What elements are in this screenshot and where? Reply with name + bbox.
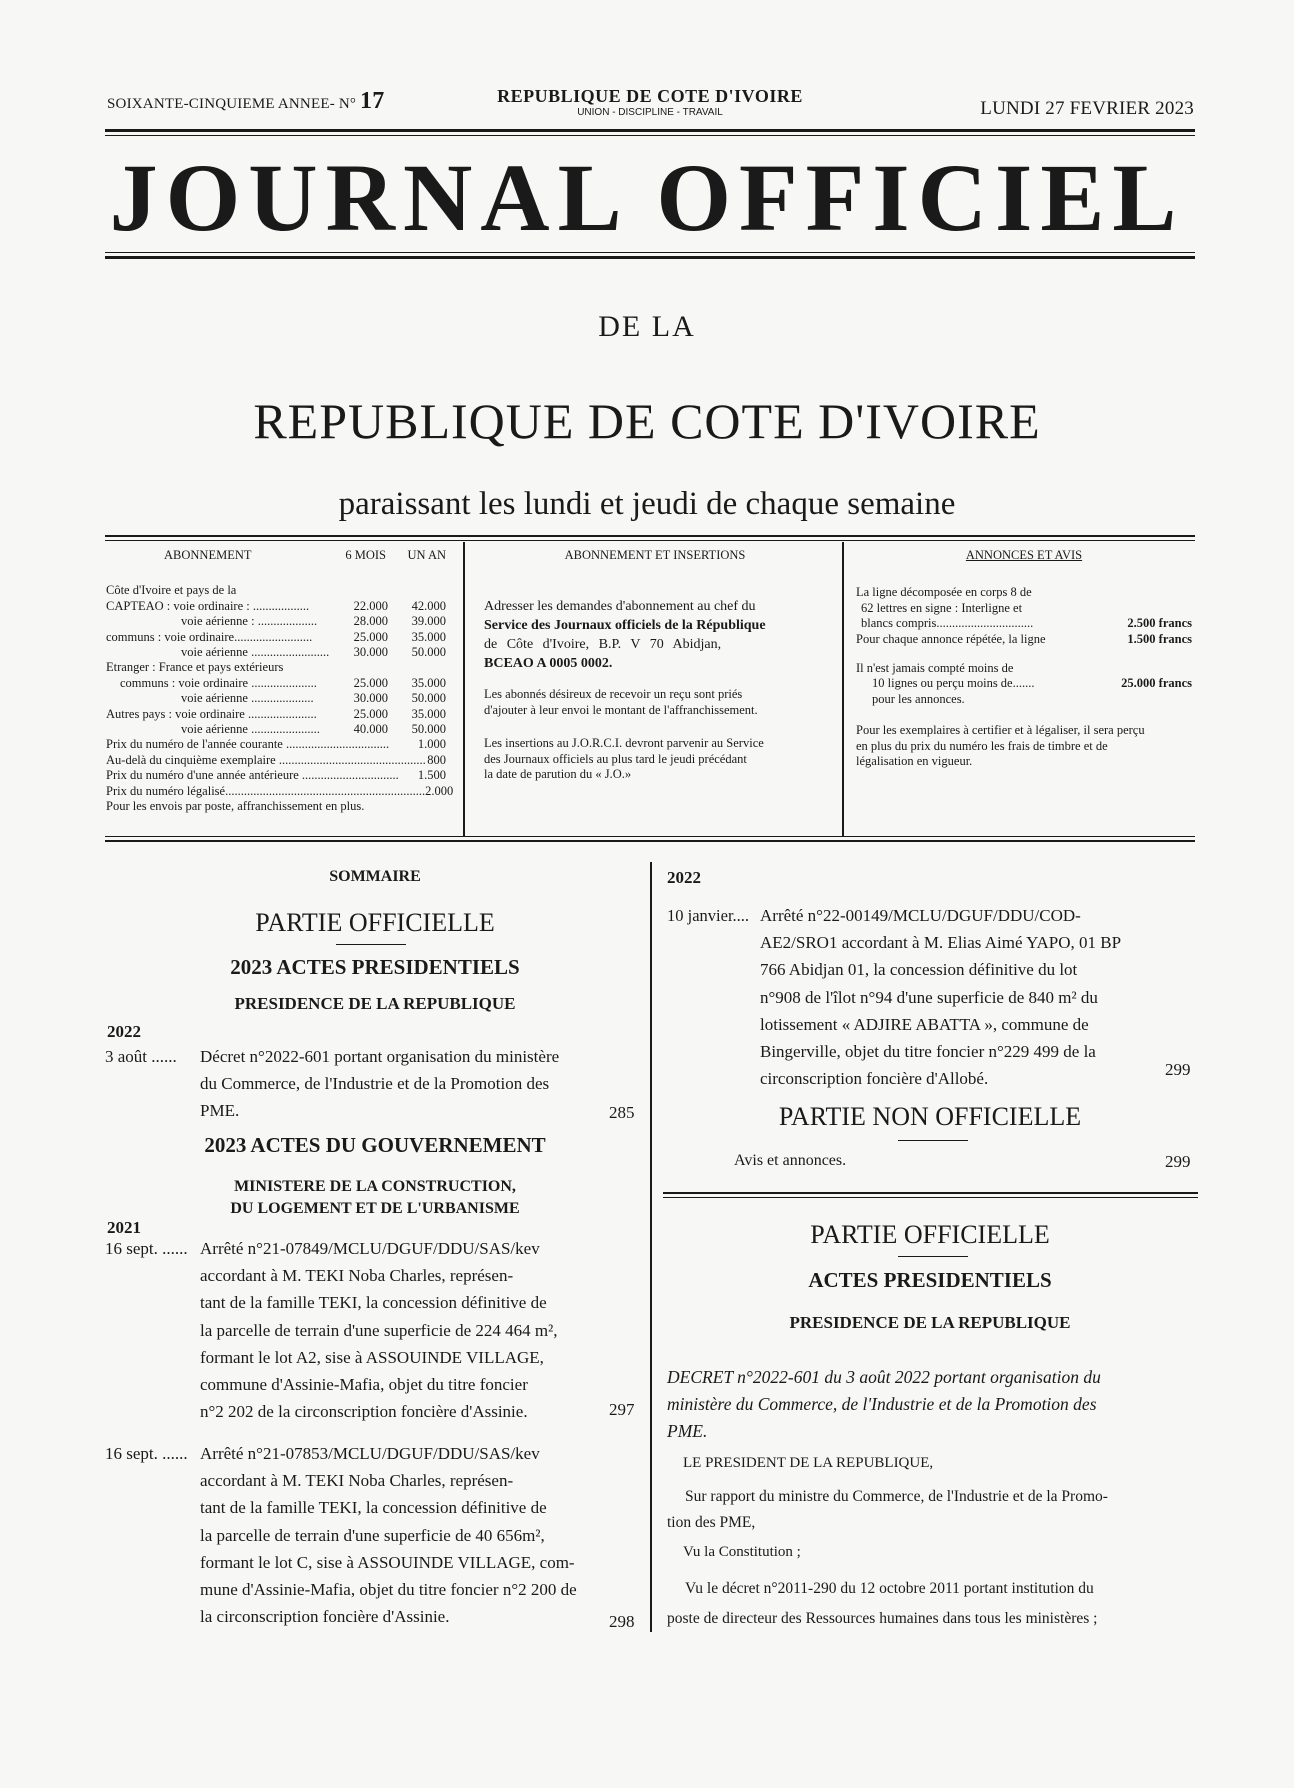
abonnement-row-label: communs : voie ordinaire .....................: [120, 675, 317, 690]
avis-annonces: Avis et annonces.: [734, 1152, 847, 1169]
year-2022: 2022: [107, 1022, 141, 1041]
abonnement-row: [106, 645, 446, 660]
abonnement-row-label: voie aérienne : ...................: [181, 614, 318, 629]
insertions-p3-line: des Journaux officiels au plus tard le jeudi précédant: [484, 751, 747, 766]
abonnement-an-value: 50.000: [411, 645, 446, 660]
abonnement-row-label: voie aérienne ....................: [181, 691, 314, 706]
abonnement-an-value: 35.000: [411, 629, 446, 644]
year-2022-right: 2022: [667, 868, 701, 887]
decret-title-line: DECRET n°2022-601 du 3 août 2022 portant organisation du: [667, 1367, 1101, 1387]
abonnement-column: [106, 548, 454, 830]
parution-note: paraissant les lundi et jeudi de chaque semaine: [338, 486, 956, 522]
entry-line: mune d'Assinie-Mafia, objet du titre foncier n°2 200 de: [200, 1580, 577, 1600]
decret-title-line: PME.: [667, 1421, 708, 1442]
annonces-line: Pour les exemplaires à certifier et à légaliser, il sera perçu: [856, 723, 1145, 738]
insertions-p1-service: Service des Journaux officiels de la République: [484, 618, 766, 634]
abonnement-6mois-value: 30.000: [353, 691, 388, 706]
abonnement-6mois-value: 25.000: [353, 706, 388, 721]
annonces-rate: 1.500 francs: [1127, 631, 1192, 646]
body-line: tion des PME,: [667, 1514, 756, 1531]
entry-line: 766 Abidjan 01, la concession définitive du lot: [760, 960, 1078, 980]
decret-title: [667, 1364, 1197, 1446]
entry-line: accordant à M. TEKI Noba Charles, représen-: [200, 1471, 514, 1491]
decret-title-line: ministère du Commerce, de l'Industrie et de la Promotion des: [667, 1394, 1097, 1415]
abonnement-an-value: 1.000: [417, 737, 446, 752]
abonnement-6mois-value: [389, 737, 415, 752]
year-issue-label: SOIXANTE-CINQUIEME ANNEE- N°: [107, 96, 357, 112]
abonnement-row-label: Prix du numéro légalisé................................................................: [106, 783, 426, 798]
abonnement-an-value: 50.000: [411, 691, 446, 706]
abonnement-6mois-value: [399, 768, 418, 783]
body-partie-officielle: PARTIE OFFICIELLE: [810, 1220, 1050, 1249]
entry-date: 16 sept. ......: [105, 1444, 188, 1463]
page-number: 299: [1165, 1152, 1191, 1171]
entry-line: lotissement « ADJIRE ABATTA », commune de: [760, 1014, 1089, 1034]
insertions-paragraph-2: [484, 687, 826, 718]
annonces-column: [856, 548, 1192, 830]
box-top-rule: [105, 535, 1195, 537]
issue-date: LUNDI 27 FEVRIER 2023: [980, 98, 1194, 119]
le-president: LE PRESIDENT DE LA REPUBLIQUE,: [683, 1455, 934, 1471]
body-actes-presidentiels: ACTES PRESIDENTIELS: [808, 1268, 1052, 1292]
section-rule-thin: [663, 1197, 1198, 1198]
section-rule: [663, 1192, 1198, 1194]
abonnement-row: [106, 691, 446, 706]
insertions-p3-line: la date de parution du « J.O.»: [484, 767, 632, 782]
entry-line: Décret n°2022-601 portant organisation du ministère: [200, 1047, 560, 1066]
abonnement-row: [106, 630, 446, 645]
abonnement-row-label: communs : voie ordinaire.........................: [106, 629, 313, 644]
sur-rapport: [667, 1484, 1197, 1536]
abonnement-row-label: Etranger : France et pays extérieurs: [106, 660, 284, 675]
abonnement-header: [106, 548, 446, 563]
abonnement-row-label: Pour les envois par poste, affranchissement en plus.: [106, 799, 365, 814]
abonnement-row-label: CAPTEAO : voie ordinaire : ..................: [106, 598, 310, 613]
six-mois-heading: 6 MOIS: [345, 548, 386, 562]
republic-header: [480, 86, 820, 118]
abonnement-6mois-value: 28.000: [353, 614, 388, 629]
abonnement-an-value: 800: [427, 752, 446, 767]
abonnement-6mois-value: [338, 660, 388, 675]
insertions-p2-line: d'ajouter à leur envoi le montant de l'affranchissement.: [484, 702, 758, 717]
abonnement-6mois-value: [364, 799, 402, 814]
abonnement-row: [106, 614, 446, 629]
partie-non-officielle-heading: PARTIE NON OFFICIELLE: [778, 1102, 1082, 1131]
vu-constitution: Vu la Constitution ;: [683, 1544, 801, 1560]
body-line: poste de directeur des Ressources humaines dans tous les ministères ;: [667, 1610, 1098, 1627]
insertions-p1-address: de Côte d'Ivoire, B.P. V 70 Abidjan,: [484, 637, 722, 653]
abonnement-row-label: Prix du numéro d'une année antérieure ...............................: [106, 768, 399, 783]
top-rule-thin: [105, 135, 1195, 136]
un-an-heading: UN AN: [407, 548, 446, 562]
de-la: DE LA: [598, 310, 696, 343]
annonces-rate-row: [856, 676, 1192, 691]
heading-underline: [898, 1140, 968, 1141]
abonnement-row-label: voie aérienne .........................: [181, 645, 330, 660]
page-number: 298: [609, 1612, 635, 1631]
entry-line: Bingerville, objet du titre foncier n°229 499 de la: [760, 1042, 1096, 1062]
abonnement-row: [106, 722, 446, 737]
presidence-heading: PRESIDENCE DE LA REPUBLIQUE: [234, 994, 516, 1013]
abonnement-row-label: Côte d'Ivoire et pays de la: [106, 583, 237, 598]
abonnement-an-value: 2.000: [425, 783, 454, 798]
abonnement-row-label: Prix du numéro de l'année courante .................................: [106, 737, 390, 752]
abonnement-row: [106, 583, 446, 598]
abonnement-6mois-value: 22.000: [353, 598, 388, 613]
abonnement-an-value: [402, 799, 446, 814]
year-2021: 2021: [107, 1218, 141, 1237]
entry-line: AE2/SRO1 accordant à M. Elias Aimé YAPO, 01 BP: [760, 933, 1122, 953]
entry-date: 10 janvier....: [667, 906, 750, 925]
insertions-heading: ABONNEMENT ET INSERTIONS: [564, 548, 746, 562]
vu-decret: [667, 1574, 1197, 1634]
entry-line: Arrêté n°22-00149/MCLU/DGUF/DDU/COD-: [760, 906, 1081, 925]
entry-line: la parcelle de terrain d'une superficie de 224 464 m²,: [200, 1320, 558, 1340]
issue-info: [107, 88, 384, 115]
abonnement-6mois-value: [338, 583, 388, 598]
abonnement-an-value: 35.000: [411, 706, 446, 721]
abonnement-6mois-value: 30.000: [353, 645, 388, 660]
entry-line: la parcelle de terrain d'une superficie de 40 656m²,: [200, 1525, 545, 1545]
abonnement-row: [106, 753, 446, 768]
annonces-rate-row: [856, 616, 1192, 631]
abonnement-row-label: voie aérienne ......................: [181, 722, 320, 737]
body-line: Vu le décret n°2011-290 du 12 octobre 2011 portant institution du: [685, 1580, 1094, 1597]
abonnement-row: [106, 707, 446, 722]
page-number: 299: [1165, 1060, 1191, 1079]
entry-date: 3 août ......: [105, 1047, 177, 1066]
abonnement-an-value: [388, 660, 446, 675]
entry-line: tant de la famille TEKI, la concession définitive de: [200, 1293, 547, 1313]
abonnement-an-value: [388, 583, 446, 598]
entry-line: accordant à M. TEKI Noba Charles, représen-: [200, 1266, 514, 1286]
title-rule: [105, 252, 1195, 253]
body-line: Sur rapport du ministre du Commerce, de l'Industrie et de la Promo-: [685, 1488, 1108, 1505]
annonces-line: 62 lettres en signe : Interligne et: [861, 600, 1023, 615]
abonnement-row: [106, 660, 446, 675]
sommaire-entry-arrete-3: [760, 902, 1145, 1092]
entry-line: Arrêté n°21-07849/MCLU/DGUF/DDU/SAS/kev: [200, 1239, 540, 1258]
annonces-line: Pour chaque annonce répétée, la ligne: [856, 631, 1046, 646]
box-top-rule-thin: [105, 540, 1195, 541]
republique-title: REPUBLIQUE DE COTE D'IVOIRE: [253, 393, 1041, 449]
entry-line: PME.: [200, 1101, 240, 1121]
abonnement-row: [106, 783, 454, 799]
insertions-p3-line: Les insertions au J.O.R.C.I. devront parvenir au Service: [484, 736, 764, 751]
entry-line: n°908 de l'îlot n°94 d'une superficie de 840 m² du: [760, 987, 1098, 1007]
sommaire-heading: SOMMAIRE: [329, 868, 421, 885]
abonnement-6mois-value: 40.000: [353, 722, 388, 737]
annonces-rate: 2.500 francs: [1127, 616, 1192, 631]
insertions-column: [484, 548, 826, 830]
box-divider-1: [463, 542, 465, 836]
entry-date: 16 sept. ......: [105, 1239, 188, 1258]
page-number: 285: [609, 1103, 635, 1122]
abonnement-an-value: 42.000: [411, 598, 446, 613]
entry-line: Arrêté n°21-07853/MCLU/DGUF/DDU/SAS/kev: [200, 1444, 540, 1463]
ministere-line: DU LOGEMENT ET DE L'URBANISME: [230, 1200, 520, 1217]
entry-line: circonscription foncière d'Allobé.: [760, 1069, 989, 1089]
actes-gouvernement-heading: 2023 ACTES DU GOUVERNEMENT: [204, 1133, 546, 1157]
heading-underline: [336, 944, 406, 945]
annonces-line: 10 lignes ou perçu moins de.......: [872, 676, 1035, 691]
sommaire-entry-decret: [200, 1043, 585, 1125]
insertions-p2-line: Les abonnés désireux de recevoir un reçu sont priés: [484, 687, 743, 702]
entry-line: la circonscription foncière d'Assinie.: [200, 1607, 450, 1627]
page-number: 297: [609, 1400, 635, 1419]
ministere-line: MINISTERE DE LA CONSTRUCTION,: [234, 1178, 516, 1195]
abonnement-row-label: Autres pays : voie ordinaire ......................: [106, 706, 317, 721]
journal-title: JOURNAL OFFICIEL: [109, 144, 1185, 251]
body-presidence: PRESIDENCE DE LA REPUBLIQUE: [789, 1313, 1071, 1332]
entry-line: commune d'Assinie-Mafia, objet du titre foncier: [200, 1375, 528, 1395]
abonnement-6mois-value: 25.000: [353, 629, 388, 644]
insertions-paragraph-3: [484, 736, 826, 782]
abonnement-row: [106, 737, 446, 752]
insertions-p1-bceao: BCEAO A 0005 0002.: [484, 656, 613, 672]
abonnement-an-value: 50.000: [411, 722, 446, 737]
annonces-rate-row: [856, 632, 1192, 647]
insertions-paragraph-1: [484, 597, 826, 673]
abonnement-row-label: Au-delà du cinquième exemplaire ...............................................: [106, 752, 426, 767]
box-divider-2: [842, 542, 844, 836]
annonces-line: légalisation en vigueur.: [856, 754, 973, 769]
entry-line: formant le lot A2, sise à ASSOUINDE VILLAGE,: [200, 1347, 544, 1367]
abonnement-row: [106, 599, 446, 614]
entry-line: n°2 202 de la circonscription foncière d'Assinie.: [200, 1402, 528, 1422]
box-bottom-rule: [105, 840, 1195, 842]
column-divider: [650, 862, 652, 1632]
insertions-p1-line: Adresser les demandes d'abonnement au chef du: [484, 599, 756, 615]
abonnement-an-value: 1.500: [417, 768, 446, 783]
heading-underline: [898, 1256, 968, 1257]
annonces-heading: ANNONCES ET AVIS: [965, 548, 1083, 562]
abonnement-heading: ABONNEMENT: [164, 548, 252, 562]
annonces-line: La ligne décomposée en corps 8 de: [856, 585, 1032, 600]
annonces-line: en plus du prix du numéro les frais de timbre et de: [856, 738, 1108, 753]
abonnement-row: [106, 768, 446, 783]
abonnement-an-value: 39.000: [411, 614, 446, 629]
entry-line: tant de la famille TEKI, la concession définitive de: [200, 1498, 547, 1518]
actes-presidentiels-heading: 2023 ACTES PRESIDENTIELS: [230, 955, 520, 979]
abonnement-an-value: 35.000: [411, 675, 446, 690]
republic-name: REPUBLIQUE DE COTE D'IVOIRE: [497, 86, 803, 106]
entry-line: du Commerce, de l'Industrie et de la Promotion des: [200, 1074, 550, 1094]
sommaire-entry-arrete-1: [200, 1235, 585, 1425]
ministere-heading: [105, 1176, 645, 1220]
issue-number: 17: [360, 88, 385, 114]
abonnement-rows: [106, 583, 454, 814]
annonces-line: Il n'est jamais compté moins de: [856, 661, 1014, 676]
sommaire-entry-arrete-2: [200, 1440, 585, 1630]
motto: UNION - DISCIPLINE - TRAVAIL: [577, 107, 723, 118]
annonces-line: pour les annonces.: [872, 691, 965, 706]
title-rule-thick: [105, 256, 1195, 259]
top-rule: [105, 129, 1195, 132]
abonnement-6mois-value: 25.000: [353, 675, 388, 690]
abonnement-row: [106, 799, 446, 814]
annonces-rate: 25.000 francs: [1121, 676, 1192, 691]
abonnement-row: [106, 676, 446, 691]
entry-line: formant le lot C, sise à ASSOUINDE VILLAGE, com-: [200, 1552, 575, 1572]
partie-officielle-heading: PARTIE OFFICIELLE: [255, 908, 495, 937]
annonces-line: blancs compris...............................: [861, 616, 1034, 631]
box-bottom-rule-thin: [105, 836, 1195, 837]
